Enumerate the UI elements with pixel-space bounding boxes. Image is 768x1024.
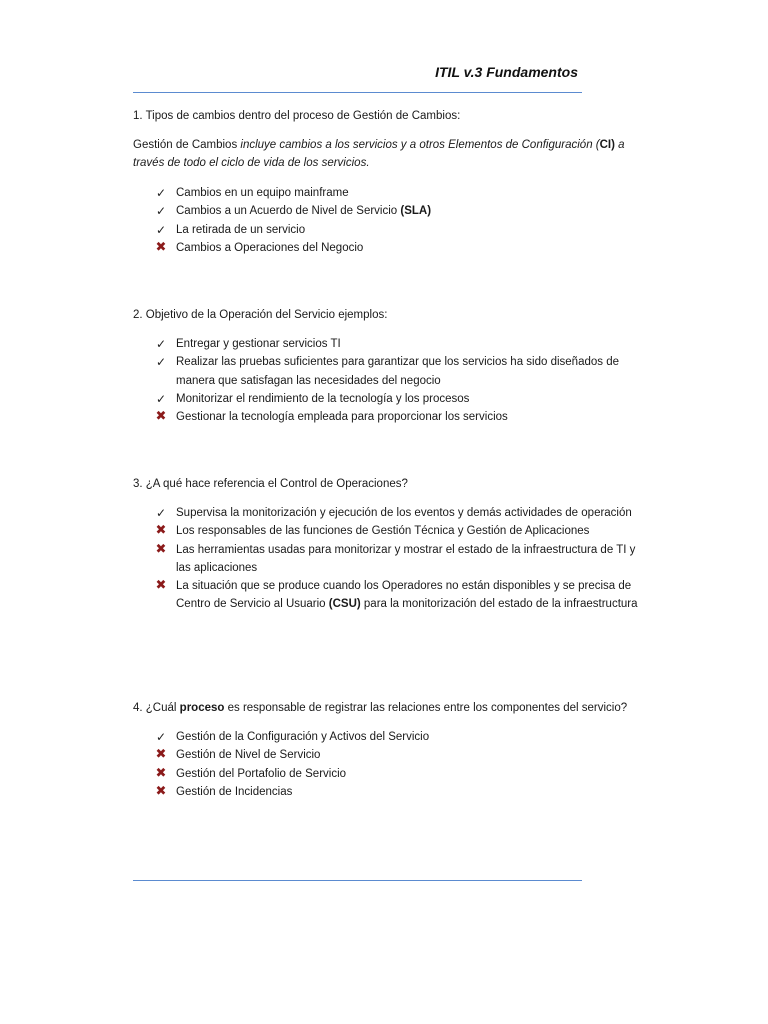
intro-bold-ci: CI) — [599, 139, 615, 151]
list-item — [133, 408, 643, 426]
option-text: Las herramientas usadas para monitorizar y mostrar el estado de la infraestructura de TI y las aplicaciones — [176, 543, 636, 574]
list-item — [133, 390, 643, 408]
checkmark-icon: ✓ — [155, 337, 167, 351]
question-2-title: 2. Objetivo de la Operación del Servicio ejemplos: — [133, 309, 388, 321]
question-4-options — [133, 728, 627, 801]
cross-icon: ✖ — [155, 747, 167, 763]
checkmark-icon: ✓ — [155, 355, 167, 370]
option-text: Gestión de Incidencias — [176, 785, 293, 798]
question-4-title — [133, 700, 627, 716]
cross-icon: ✖ — [155, 409, 167, 425]
option-text: La situación que se produce cuando los Operadores no están disponibles y se precisa de Centro de Servicio al Usuario — [176, 580, 632, 611]
option-text: Supervisa la monitorización y ejecución de los eventos y demás actividades de operación — [176, 507, 632, 519]
option-text: Gestión de Nivel de Servicio — [176, 749, 321, 762]
list-item — [133, 577, 643, 614]
list-item — [133, 202, 643, 220]
checkmark-icon: ✓ — [155, 222, 167, 237]
option-text: Gestionar la tecnología empleada para proporcionar los servicios — [176, 411, 508, 424]
option-bold-text: (CSU) — [328, 598, 361, 611]
list-item — [133, 765, 627, 783]
list-item — [133, 184, 643, 202]
checkmark-icon: ✓ — [155, 730, 167, 744]
cross-icon: ✖ — [155, 765, 167, 781]
question-1-options — [133, 184, 643, 257]
question-2-options — [133, 335, 643, 426]
list-item — [133, 522, 643, 540]
question-1-intro — [133, 136, 643, 172]
option-text: Cambios a un Acuerdo de Nivel de Servicio — [176, 205, 401, 218]
checkmark-icon: ✓ — [155, 186, 167, 200]
checkmark-icon: ✓ — [155, 204, 167, 219]
option-bold-text: (SLA) — [400, 205, 432, 218]
title-part-b: es responsable de registrar las relaciones entre los componentes del servicio? — [224, 702, 628, 714]
option-text: Cambios en un equipo mainframe — [176, 187, 349, 199]
option-text: Gestión de la Configuración y Activos del Servicio — [176, 731, 430, 743]
title-part-a: 4. ¿Cuál — [133, 702, 180, 714]
option-text: Realizar las pruebas suficientes para garantizar que los servicios ha sido diseñados de manera que satisfagan las necesidades del negocio — [176, 356, 619, 387]
question-3-options — [133, 504, 643, 614]
checkmark-icon: ✓ — [155, 506, 167, 520]
list-item — [133, 239, 643, 257]
checkmark-icon: ✓ — [155, 391, 167, 406]
intro-italic-a: incluye cambios a los servicios y a otros Elementos de Configuración ( — [240, 139, 600, 151]
cross-icon: ✖ — [155, 578, 167, 594]
question-1-title: 1. Tipos de cambios dentro del proceso de Gestión de Cambios: — [133, 110, 461, 122]
list-item — [133, 504, 643, 522]
option-text-after: para la monitorización del estado de la infraestructura — [360, 598, 638, 611]
option-text: La retirada de un servicio — [176, 223, 306, 236]
option-text: Entregar y gestionar servicios TI — [176, 338, 341, 350]
question-3 — [133, 476, 643, 614]
title-bold: proceso — [179, 702, 225, 714]
document-title: ITIL v.3 Fundamentos — [435, 64, 578, 80]
list-item — [133, 541, 643, 578]
intro-lead: Gestión de Cambios — [133, 139, 241, 151]
header-rule — [133, 92, 582, 93]
cross-icon: ✖ — [155, 783, 167, 799]
cross-icon: ✖ — [155, 239, 167, 255]
question-2 — [133, 307, 643, 426]
option-text: Monitorizar el rendimiento de la tecnología y los procesos — [176, 392, 470, 405]
list-item — [133, 335, 643, 353]
option-text: Cambios a Operaciones del Negocio — [176, 241, 364, 254]
footer-rule — [133, 880, 582, 881]
intro-italic-b: a través de todo el ciclo de vida de los servicios. — [133, 139, 625, 169]
cross-icon: ✖ — [155, 541, 167, 557]
question-4 — [133, 700, 627, 801]
list-item — [133, 728, 627, 746]
list-item — [133, 746, 627, 764]
list-item — [133, 783, 627, 801]
list-item — [133, 221, 643, 239]
list-item — [133, 353, 643, 390]
cross-icon: ✖ — [155, 523, 167, 539]
option-text: Los responsables de las funciones de Gestión Técnica y Gestión de Aplicaciones — [176, 525, 590, 538]
option-text: Gestión del Portafolio de Servicio — [176, 767, 347, 780]
question-1 — [133, 108, 643, 257]
question-3-title: 3. ¿A qué hace referencia el Control de Operaciones? — [133, 478, 408, 490]
